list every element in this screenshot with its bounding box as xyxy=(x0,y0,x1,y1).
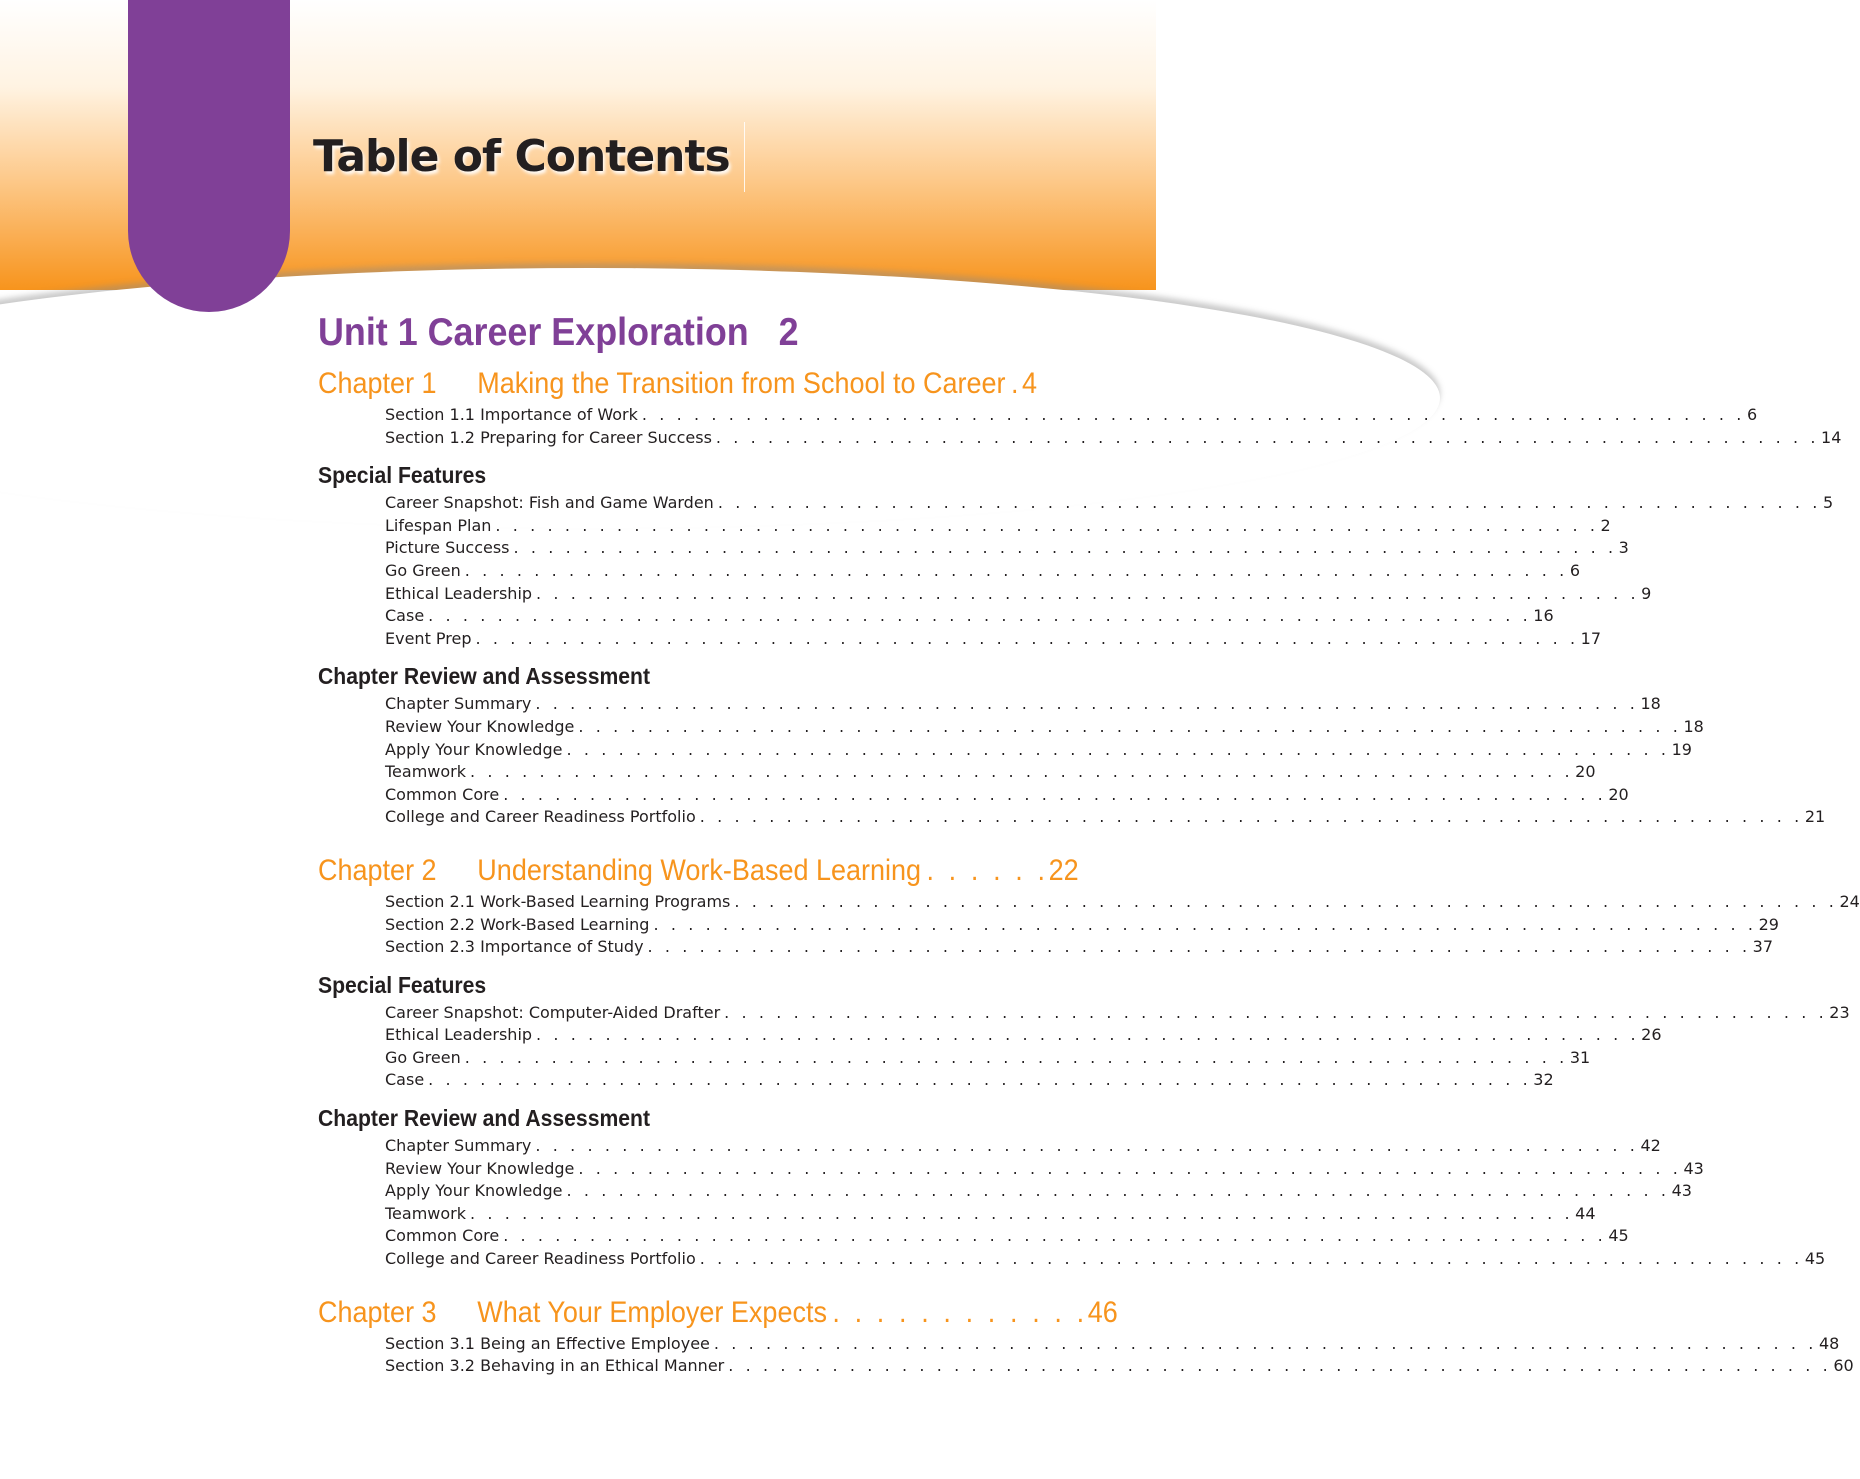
entry-label: Section 2.3 Importance of Study xyxy=(385,937,644,957)
special-features-heading: Special Features xyxy=(318,971,487,998)
dot-leader: . . . . . . . . . . . . . . . . . . . . . . . . . . . . . . . . . . . . . . . . . . . . . . . . . . . . . . . . . . . . . . . . xyxy=(470,1203,1574,1223)
toc-entry[interactable] xyxy=(385,605,1554,628)
dot-leader: . . . . . . . . . . . . . . . . . . . . . . . . . . . . . . . . . . . . . . . . . . . . . . . . . . . . . . . . . . . . . . . . xyxy=(566,739,1670,759)
review-list xyxy=(318,693,1826,829)
entry-label: Case xyxy=(385,1070,425,1090)
toc-entry[interactable] xyxy=(385,1002,1850,1025)
chapter-page: 4 xyxy=(1022,367,1038,400)
dot-leader: . . . . . . . . . . . . . . . . . . . . . . . . . . . . . . . . . . . . . . . . . . . . . . . . . . . . . . . . . . . . . . . . xyxy=(536,1025,1640,1045)
entry-label: Lifespan Plan xyxy=(385,515,492,535)
toc-entry[interactable] xyxy=(385,1248,1826,1271)
toc-entry[interactable] xyxy=(385,739,1692,762)
dot-leader: . . . . . . . . . . . . . . . . . . . . . . . . . . . . . . . . . . . . . . . . . . . . . . . . . . . . . . . . . . . . . . . . xyxy=(734,891,1838,911)
entry-page: 14 xyxy=(1821,427,1842,447)
dot-leader: . . . . . . . . . . . . . . . . . . . . . . . . . . . . . . . . . . . . . . . . . . . . . . . . . . . . . . . . . . . . . . . . xyxy=(717,493,1821,513)
chapter-page: 46 xyxy=(1087,1295,1118,1329)
entry-page: 26 xyxy=(1641,1025,1662,1045)
dot-leader: . . . . . . . . . . . . . . . . . . . . . . . . . . . . . . . . . . . . . . . . . . . . . . . . . . . . . . . . . . . . . . . . xyxy=(428,1070,1532,1090)
entry-label: Review Your Knowledge xyxy=(385,716,575,736)
entry-page: 37 xyxy=(1752,937,1774,957)
chapter-page: 22 xyxy=(1048,853,1079,887)
toc-entry[interactable] xyxy=(385,583,1652,606)
entry-label: Go Green xyxy=(385,560,461,580)
chapter-title: Understanding Work-Based Learning xyxy=(477,853,922,887)
toc-entry[interactable] xyxy=(385,1047,1591,1070)
dot-leader: . . . . . . . . . . . . . . . . . . . . . . . . . . . . . . . . . . . . . . . . . . . . . . . . . . . . . . . . . . . . . . . . xyxy=(464,1047,1568,1067)
toc-entry[interactable] xyxy=(385,515,1611,538)
toc-entry[interactable] xyxy=(385,1333,1840,1356)
entry-label: Section 3.1 Being an Effective Employee xyxy=(385,1333,710,1353)
entry-page: 45 xyxy=(1608,1226,1629,1246)
entry-page: 6 xyxy=(1746,405,1758,424)
entry-label: Case xyxy=(385,606,425,626)
chapter-number: Chapter 3 xyxy=(318,1295,437,1329)
page-title: Table of Contents xyxy=(305,122,745,192)
entry-page: 42 xyxy=(1640,1136,1661,1156)
toc-entry[interactable] xyxy=(385,716,1704,739)
chapter-heading[interactable] xyxy=(318,1293,1118,1333)
dot-leader: . . . . . . . . . . . . . . . . . . . . . . . . . . . . . . . . . . . . . . . . . . . . . . . . . . . . . . . . . . . . . . . . xyxy=(503,784,1607,804)
entry-label: Career Snapshot: Fish and Game Warden xyxy=(385,493,714,513)
chapter-dot-leader: . xyxy=(1010,367,1023,400)
toc-entry[interactable] xyxy=(385,1225,1629,1248)
toc-entry[interactable] xyxy=(385,1180,1692,1203)
entry-label: Common Core xyxy=(385,784,500,804)
unit-heading[interactable] xyxy=(318,308,962,358)
toc-entry[interactable] xyxy=(385,1203,1596,1226)
entry-label: Apply Your Knowledge xyxy=(385,1181,563,1201)
chapter-number: Chapter 1 xyxy=(318,367,437,400)
entry-page: 18 xyxy=(1683,716,1704,736)
entry-page: 23 xyxy=(1829,1002,1850,1022)
toc-entry[interactable] xyxy=(385,693,1661,716)
entry-page: 20 xyxy=(1608,784,1629,804)
chapter-list xyxy=(318,364,1860,1378)
toc-entry[interactable] xyxy=(385,628,1601,651)
entry-page: 32 xyxy=(1533,1070,1554,1090)
purple-tab xyxy=(128,0,290,312)
entry-page: 44 xyxy=(1575,1203,1596,1223)
chapter-dot-leader: . . . . . . . . . . . . xyxy=(832,1295,1088,1329)
features-list xyxy=(318,1002,1850,1092)
entry-label: Event Prep xyxy=(385,628,472,648)
entry-label: Apply Your Knowledge xyxy=(385,739,563,759)
chapter-number: Chapter 2 xyxy=(318,853,437,887)
chapter-block xyxy=(318,1293,1854,1378)
toc-entry[interactable] xyxy=(385,806,1826,829)
toc-entry[interactable] xyxy=(385,936,1774,959)
entry-label: Section 1.2 Preparing for Career Success xyxy=(385,427,712,447)
toc-entry[interactable] xyxy=(385,761,1596,784)
toc-entry[interactable] xyxy=(385,537,1629,560)
unit-label: Unit 1 Career Exploration xyxy=(318,311,749,354)
entry-page: 16 xyxy=(1533,606,1554,626)
dot-leader: . . . . . . . . . . . . . . . . . . . . . . . . . . . . . . . . . . . . . . . . . . . . . . . . . . . . . . . . . . . . . . . . xyxy=(475,628,1579,648)
sections-list xyxy=(318,891,1860,959)
entry-label: Review Your Knowledge xyxy=(385,1158,575,1178)
review-heading: Chapter Review and Assessment xyxy=(318,663,651,690)
entry-label: Teamwork xyxy=(385,762,467,782)
entry-page: 24 xyxy=(1839,891,1860,911)
dot-leader: . . . . . . . . . . . . . . . . . . . . . . . . . . . . . . . . . . . . . . . . . . . . . . . . . . . . . . . . . . . . . . . . xyxy=(495,515,1599,535)
entry-page: 48 xyxy=(1819,1333,1840,1353)
entry-page: 6 xyxy=(1569,560,1581,580)
entry-page: 43 xyxy=(1683,1158,1704,1178)
entry-label: Go Green xyxy=(385,1047,461,1067)
entry-page: 3 xyxy=(1618,538,1629,558)
chapter-block xyxy=(318,364,1842,829)
dot-leader: . . . . . . . . . . . . . . . . . . . . . . . . . . . . . . . . . . . . . . . . . . . . . . . . . . . . . . . . . . . . . . . . xyxy=(464,560,1568,580)
dot-leader: . . . . . . . . . . . . . . . . . . . . . . . . . . . . . . . . . . . . . . . . . . . . . . . . . . . . . . . . . . . . . . . . xyxy=(713,1333,1817,1353)
chapter-dot-leader: . . . . . . xyxy=(926,853,1049,887)
entry-page: 60 xyxy=(1833,1356,1854,1376)
dot-leader: . . . . . . . . . . . . . . . . . . . . . . . . . . . . . . . . . . . . . . . . . . . . . . . . . . . . . . . . . . . . . . . . xyxy=(566,1181,1670,1201)
dot-leader: . . . . . . . . . . . . . . . . . . . . . . . . . . . . . . . . . . . . . . . . . . . . . . . . . . . . . . . . . . . . . . . . xyxy=(470,762,1574,782)
toc-entry[interactable] xyxy=(385,560,1581,583)
dot-leader: . . . . . . . . . . . . . . . . . . . . . . . . . . . . . . . . . . . . . . . . . . . . . . . . . . . . . . . . . . . . . . . . xyxy=(578,1158,1682,1178)
chapter-title: What Your Employer Expects xyxy=(477,1295,827,1329)
entry-label: Chapter Summary xyxy=(385,1136,532,1156)
dot-leader: . . . . . . . . . . . . . . . . . . . . . . . . . . . . . . . . . . . . . . . . . . . . . . . . . . . . . . . . . . . . . . . . xyxy=(513,538,1617,558)
dot-leader: . . . . . . . . . . . . . . . . . . . . . . . . . . . . . . . . . . . . . . . . . . . . . . . . . . . . . . . . . . . . . . . . xyxy=(715,427,1820,447)
toc-entry[interactable] xyxy=(385,914,1779,937)
review-list xyxy=(318,1135,1826,1271)
entry-page: 20 xyxy=(1575,762,1596,782)
table-of-contents xyxy=(318,308,1860,1378)
special-features-heading: Special Features xyxy=(318,462,487,489)
entry-page: 45 xyxy=(1804,1249,1826,1269)
entry-label: Section 2.1 Work-Based Learning Programs xyxy=(385,891,731,911)
entry-label: Teamwork xyxy=(385,1203,467,1223)
dot-leader: . . . . . . . . . . . . . . . . . . . . . . . . . . . . . . . . . . . . . . . . . . . . . . . . . . . . . . . . . . . . . . . . xyxy=(724,1002,1828,1022)
entry-page: 31 xyxy=(1569,1047,1591,1067)
chapter-title: Making the Transition from School to Career xyxy=(477,367,1006,400)
entry-page: 21 xyxy=(1804,807,1826,827)
dot-leader: . . . . . . . . . . . . . . . . . . . . . . . . . . . . . . . . . . . . . . . . . . . . . . . . . . . . . . . . . . . . . . . . xyxy=(647,937,1751,957)
toc-entry[interactable] xyxy=(385,1355,1854,1378)
toc-entry[interactable] xyxy=(385,1024,1662,1047)
dot-leader: . . . . . . . . . . . . . . . . . . . . . . . . . . . . . . . . . . . . . . . . . . . . . . . . . . . . . . . . . . . . . . . . xyxy=(503,1226,1607,1246)
dot-leader: . . . . . . . . . . . . . . . . . . . . . . . . . . . . . . . . . . . . . . . . . . . . . . . . . . . . . . . . . . . . . . . . xyxy=(536,583,1640,603)
entry-page: 2 xyxy=(1600,515,1611,535)
dot-leader: . . . . . . . . . . . . . . . . . . . . . . . . . . . . . . . . . . . . . . . . . . . . . . . . . . . . . . . . . . . . . . . . xyxy=(728,1356,1832,1376)
dot-leader: . . . . . . . . . . . . . . . . . . . . . . . . . . . . . . . . . . . . . . . . . . . . . . . . . . . . . . . . . . . . . . . . xyxy=(653,914,1757,934)
chapter-heading[interactable] xyxy=(318,851,1079,891)
entry-label: Career Snapshot: Computer-Aided Drafter xyxy=(385,1002,721,1022)
entry-label: Common Core xyxy=(385,1226,500,1246)
dot-leader: . . . . . . . . . . . . . . . . . . . . . . . . . . . . . . . . . . . . . . . . . . . . . . . . . . . . . . . . . . . . . . . . xyxy=(428,606,1532,626)
unit-page: 2 xyxy=(778,311,799,354)
entry-label: Chapter Summary xyxy=(385,694,532,714)
dot-leader: . . . . . . . . . . . . . . . . . . . . . . . . . . . . . . . . . . . . . . . . . . . . . . . . . . . . . . . . . . . . . . . . xyxy=(699,807,1803,827)
dot-leader: . . . . . . . . . . . . . . . . . . . . . . . . . . . . . . . . . . . . . . . . . . . . . . . . . . . . . . . . . . . . . . . . xyxy=(699,1249,1803,1269)
toc-entry[interactable] xyxy=(385,427,1842,450)
entry-page: 43 xyxy=(1671,1181,1692,1201)
sections-list xyxy=(318,404,1842,449)
features-list xyxy=(318,492,1834,650)
entry-label: Ethical Leadership xyxy=(385,1025,533,1045)
toc-entry[interactable] xyxy=(385,404,1758,427)
entry-page: 9 xyxy=(1641,583,1652,603)
entry-page: 17 xyxy=(1580,628,1601,648)
review-heading: Chapter Review and Assessment xyxy=(318,1105,651,1132)
entry-page: 5 xyxy=(1822,493,1834,513)
dot-leader: . . . . . . . . . . . . . . . . . . . . . . . . . . . . . . . . . . . . . . . . . . . . . . . . . . . . . . . . . . . . . . . . xyxy=(535,694,1639,714)
entry-page: 19 xyxy=(1671,739,1692,759)
entry-label: Section 1.1 Importance of Work xyxy=(385,405,638,424)
toc-entry[interactable] xyxy=(385,1135,1661,1158)
chapter-block xyxy=(318,851,1860,1271)
toc-entry[interactable] xyxy=(385,891,1860,914)
entry-page: 29 xyxy=(1758,914,1779,934)
entry-page: 18 xyxy=(1640,694,1661,714)
toc-entry[interactable] xyxy=(385,1069,1554,1092)
entry-label: Section 2.2 Work-Based Learning xyxy=(385,914,650,934)
sections-list xyxy=(318,1333,1854,1378)
dot-leader: . . . . . . . . . . . . . . . . . . . . . . . . . . . . . . . . . . . . . . . . . . . . . . . . . . . . . . . . . . . . . . . . xyxy=(578,716,1682,736)
dot-leader: . . . . . . . . . . . . . . . . . . . . . . . . . . . . . . . . . . . . . . . . . . . . . . . . . . . . . . . . . . . . . . . . xyxy=(641,405,1745,424)
entry-label: Ethical Leadership xyxy=(385,583,533,603)
chapter-heading[interactable] xyxy=(318,364,1038,404)
toc-entry[interactable] xyxy=(385,1158,1704,1181)
entry-label: College and Career Readiness Portfolio xyxy=(385,807,696,827)
entry-label: Picture Success xyxy=(385,538,510,558)
toc-entry[interactable] xyxy=(385,784,1629,807)
entry-label: College and Career Readiness Portfolio xyxy=(385,1249,696,1269)
toc-entry[interactable] xyxy=(385,492,1834,515)
dot-leader: . . . . . . . . . . . . . . . . . . . . . . . . . . . . . . . . . . . . . . . . . . . . . . . . . . . . . . . . . . . . . . . . xyxy=(535,1136,1639,1156)
entry-label: Section 3.2 Behaving in an Ethical Manner xyxy=(385,1356,725,1376)
